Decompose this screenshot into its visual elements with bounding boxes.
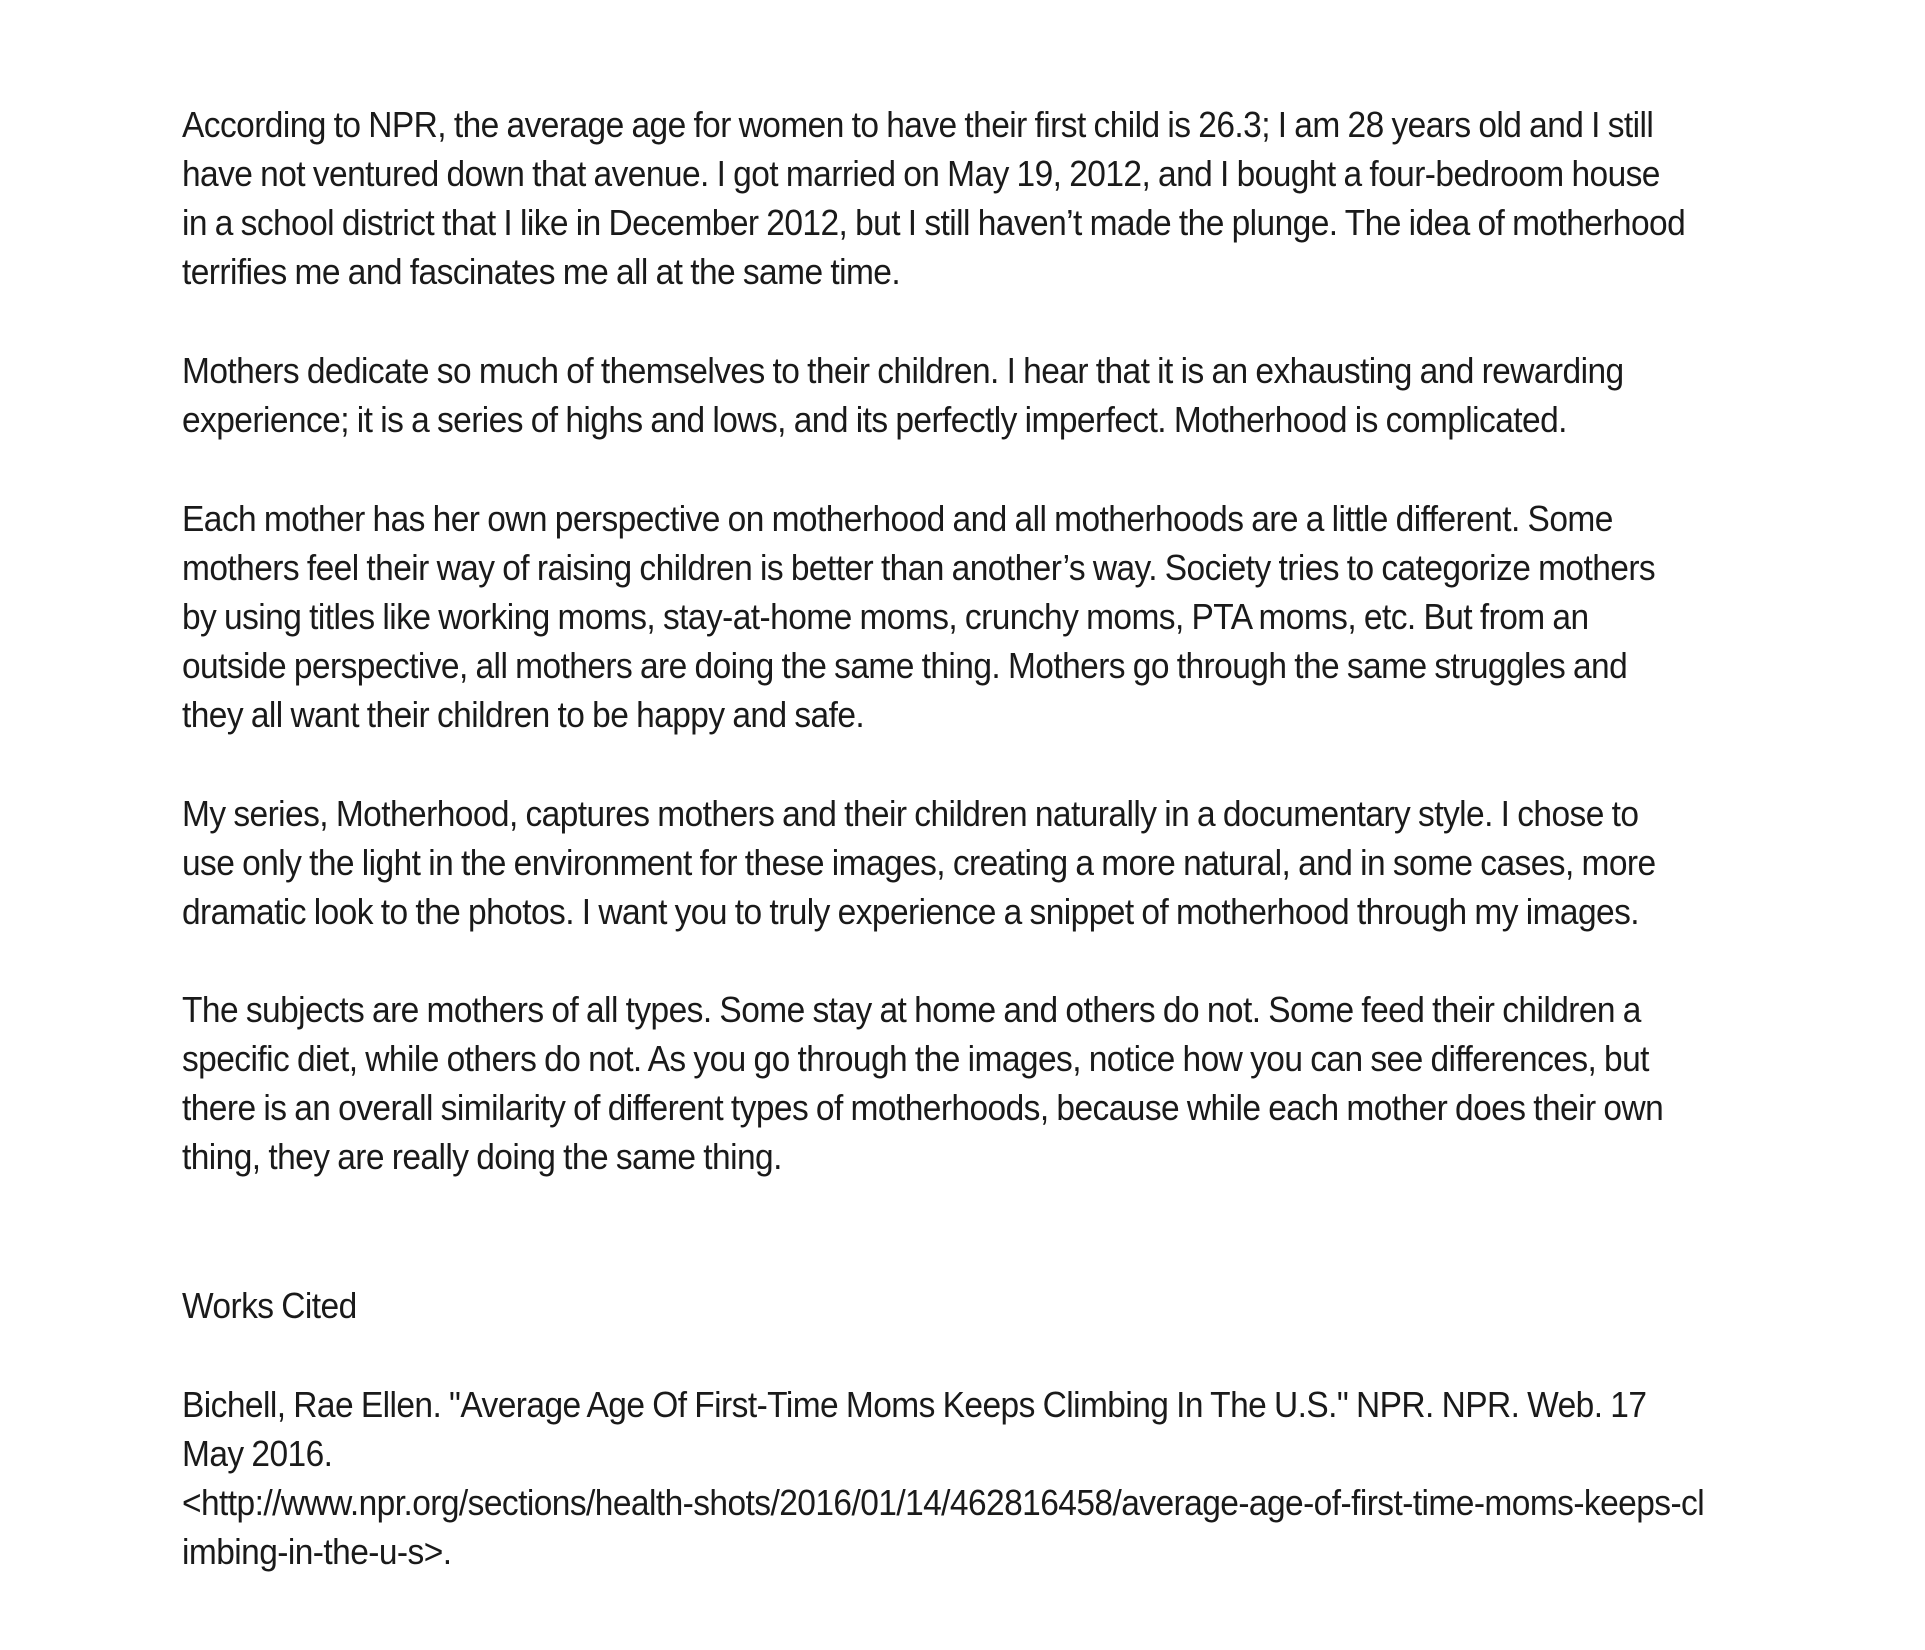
citation-line: <http://www.npr.org/sections/health-shots/2016/01/14/462816458/average-age-of-first-time-moms-keeps-cl — [182, 1482, 1705, 1523]
works-cited-title: Works Cited — [182, 1285, 357, 1326]
paragraph-line: Mothers dedicate so much of themselves to their children. I hear that it is an exhausting and rewarding — [182, 350, 1624, 391]
works-cited-heading — [182, 1281, 1679, 1330]
paragraph-line: mothers feel their way of raising children is better than another’s way. Society tries to categorize mothers — [182, 547, 1656, 588]
paragraph-line: experience; it is a series of highs and lows, and its perfectly imperfect. Motherhood is complicated. — [182, 399, 1567, 440]
paragraph-line: specific diet, while others do not. As you go through the images, notice how you can see differences, but — [182, 1038, 1649, 1079]
paragraph-line: by using titles like working moms, stay-at-home moms, crunchy moms, PTA moms, etc. But from an — [182, 596, 1589, 637]
citation-line: May 2016. — [182, 1433, 333, 1474]
paragraph-line: use only the light in the environment for these images, creating a more natural, and in some cases, more — [182, 842, 1656, 883]
paragraph-line: The subjects are mothers of all types. Some stay at home and others do not. Some feed their children a — [182, 989, 1641, 1030]
paragraph-line: they all want their children to be happy and safe. — [182, 694, 865, 735]
paragraph-1 — [182, 100, 1686, 296]
citation-line: imbing-in-the-u-s>. — [182, 1531, 452, 1572]
paragraph-3 — [182, 494, 1679, 739]
paragraph-line: My series, Motherhood, captures mothers and their children naturally in a documentary style. I chose to — [182, 793, 1639, 834]
paragraph-line: Each mother has her own perspective on motherhood and all motherhoods are a little different. Some — [182, 498, 1613, 539]
paragraph-5 — [182, 985, 1679, 1181]
citation-line: Bichell, Rae Ellen. "Average Age Of First-Time Moms Keeps Climbing In The U.S." NPR. NPR. Web. 17 — [182, 1384, 1647, 1425]
paragraph-line: outside perspective, all mothers are doing the same thing. Mothers go through the same struggles and — [182, 645, 1628, 686]
paragraph-line: there is an overall similarity of different types of motherhoods, because while each mother does their own — [182, 1087, 1664, 1128]
paragraph-line: in a school district that I like in December 2012, but I still haven’t made the plunge. The idea of motherhood — [182, 202, 1686, 243]
paragraph-line: have not ventured down that avenue. I got married on May 19, 2012, and I bought a four-bedroom house — [182, 153, 1660, 194]
paragraph-4 — [182, 789, 1679, 936]
paragraph-2 — [182, 346, 1679, 444]
paragraph-line: thing, they are really doing the same thing. — [182, 1136, 782, 1177]
paragraph-line: According to NPR, the average age for women to have their first child is 26.3; I am 28 years old and I still — [182, 104, 1654, 145]
paragraph-line: terrifies me and fascinates me all at the same time. — [182, 251, 901, 292]
works-cited-entry — [182, 1380, 1705, 1576]
paragraph-line: dramatic look to the photos. I want you to truly experience a snippet of motherhood through my images. — [182, 891, 1640, 932]
